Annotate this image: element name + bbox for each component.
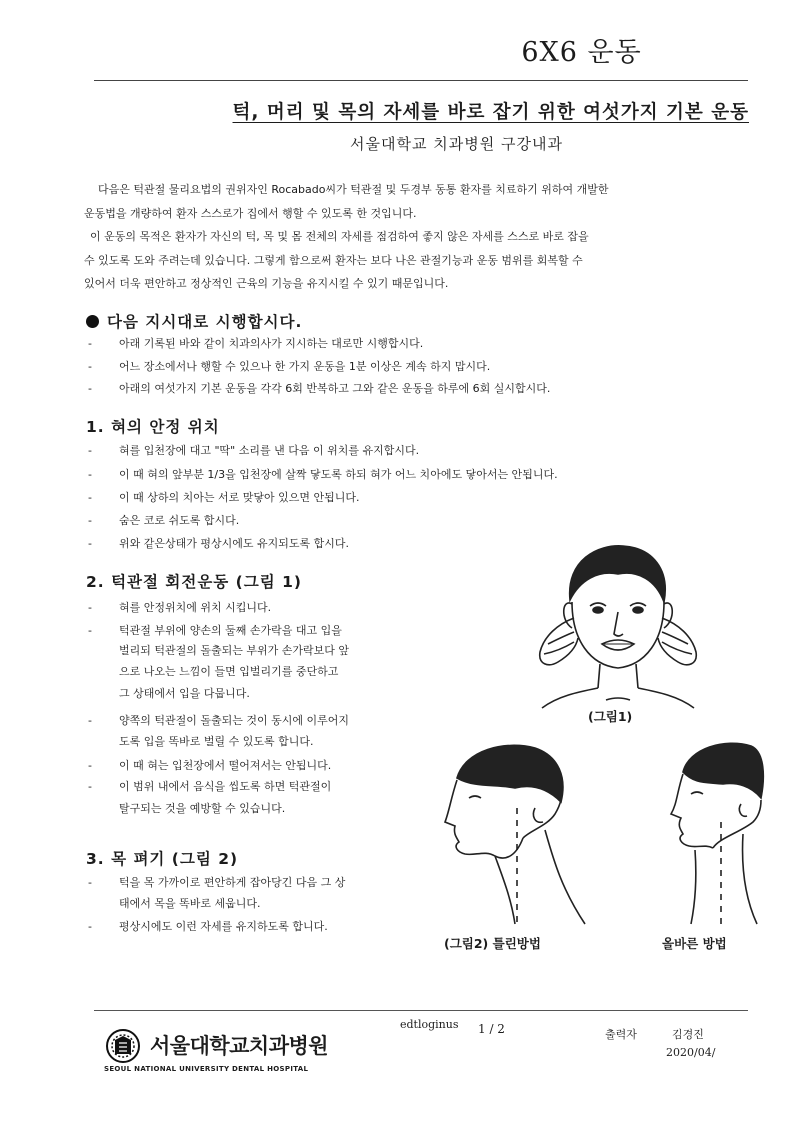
figure-3-caption: 올바른 방법: [662, 936, 727, 951]
list-item-continuation: 그 상태에서 입을 다뭅니다.: [119, 687, 250, 700]
list-item-continuation: 으로 나오는 느낌이 들면 입벌리기를 중단하고: [119, 665, 339, 678]
intro-line: 다음은 턱관절 물리요법의 권위자인 Rocabado씨가 턱관절 및 두경부 동통 환자를 치료하기 위하여 개발한: [98, 183, 609, 196]
intro-paragraph: [84, 178, 724, 296]
list-item-continuation: 탈구되는 것을 예방할 수 있습니다.: [119, 802, 286, 815]
list-item: - 양쪽의 턱관절이 돌출되는 것이 동시에 이루어지: [88, 714, 350, 727]
bullet-dot-icon: [86, 315, 99, 328]
section2-heading: 2. 턱관절 회전운동 (그림 1): [86, 573, 302, 591]
list-item: - 이 때 혀는 입천장에서 떨어져서는 안됩니다.: [88, 759, 332, 772]
list-item-continuation: 태에서 목을 똑바로 세웁니다.: [119, 897, 261, 910]
list-item-continuation: 도록 입을 똑바로 벌릴 수 있도록 합니다.: [119, 735, 314, 748]
list-item: - 위와 같은상태가 평상시에도 유지되도록 합시다.: [88, 537, 350, 550]
footer-divider: [94, 1010, 748, 1011]
figure-2-caption: (그림2) 틀린방법: [444, 936, 541, 951]
hospital-name-korean: 서울대학교치과병원: [150, 1034, 329, 1058]
intro-line: 있어서 더욱 편안하고 정상적인 근육의 기능을 유지시킬 수 있기 때문입니다.: [84, 277, 449, 290]
list-item: - 어느 장소에서나 행할 수 있으나 한 가지 운동을 1분 이상은 계속 하지 맙시다.: [88, 360, 491, 373]
list-item: - 혀를 안정위치에 위치 시킵니다.: [88, 601, 272, 614]
list-item: - 평상시에도 이런 자세를 유지하도록 합니다.: [88, 920, 328, 933]
print-user-id: edtloginus: [400, 1018, 459, 1031]
instructions-heading: 다음 지시대로 시행합시다.: [86, 310, 302, 332]
list-item: - 아래 기록된 바와 같이 치과의사가 지시하는 대로만 시행합시다.: [88, 337, 424, 350]
document-subtitle: 서울대학교 치과병원 구강내과: [350, 135, 563, 153]
list-item: - 숨은 코로 쉬도록 합시다.: [88, 514, 240, 527]
hospital-logo-icon: [102, 1028, 144, 1064]
list-item: - 이 범위 내에서 음식을 씹도록 하면 턱관절이: [88, 780, 332, 793]
list-item: - 턱을 목 가까이로 편안하게 잡아당긴 다음 그 상: [88, 876, 346, 889]
intro-line: 이 운동의 목적은 환자가 자신의 턱, 목 및 몸 전체의 자세를 점검하여 좋지 않은 자세를 스스로 바로 잡을: [90, 230, 589, 243]
intro-line: 수 있도록 도와 주려는데 있습니다. 그렇게 함으로써 환자는 보다 나은 관절기능과 운동 범위를 회복할 수: [84, 253, 583, 267]
intro-line: 운동법을 개량하여 환자 스스로가 집에서 행할 수 있도록 한 것입니다.: [84, 206, 417, 220]
figure-1-caption: (그림1): [588, 709, 633, 724]
list-item: - 이 때 상하의 치아는 서로 맞닿아 있으면 안됩니다.: [88, 491, 360, 504]
section1-heading: 1. 혀의 안정 위치: [86, 418, 220, 436]
list-item: - 턱관절 부위에 양손의 둘째 손가락을 대고 입을: [88, 624, 342, 637]
figure-3-correct-posture-illustration: [655, 738, 765, 928]
document-title: 턱, 머리 및 목의 자세를 바로 잡기 위한 여섯가지 기본 운동: [232, 102, 749, 123]
hospital-name-english: SEOUL NATIONAL UNIVERSITY DENTAL HOSPITAL: [104, 1065, 309, 1073]
figure-1-tmj-illustration: [528, 540, 708, 712]
print-date: 2020/04/: [666, 1046, 716, 1059]
list-item: - 이 때 혀의 앞부분 1/3을 입천장에 살짝 닿도록 하되 혀가 어느 치아에도 닿아서는 안됩니다.: [88, 468, 558, 481]
list-item: - 혀를 입천장에 대고 "딱" 소리를 낸 다음 이 위치를 유지합시다.: [88, 444, 420, 457]
header-divider: [94, 80, 748, 81]
printed-by-name: 김경진: [672, 1028, 704, 1041]
figure-2-wrong-posture-illustration: [435, 738, 595, 928]
list-item: - 아래의 여섯가지 기본 운동을 각각 6회 반복하고 그와 같은 운동을 하루에 6회 실시합시다.: [88, 382, 551, 395]
document-top-title: 6X6 운동: [521, 37, 642, 68]
list-item-continuation: 벌리되 턱관절의 돌출되는 부위가 손가락보다 앞: [119, 644, 350, 657]
section3-heading: 3. 목 펴기 (그림 2): [86, 850, 239, 868]
page-number: 1 / 2: [478, 1022, 505, 1036]
printed-by-label: 출력자: [605, 1028, 637, 1041]
